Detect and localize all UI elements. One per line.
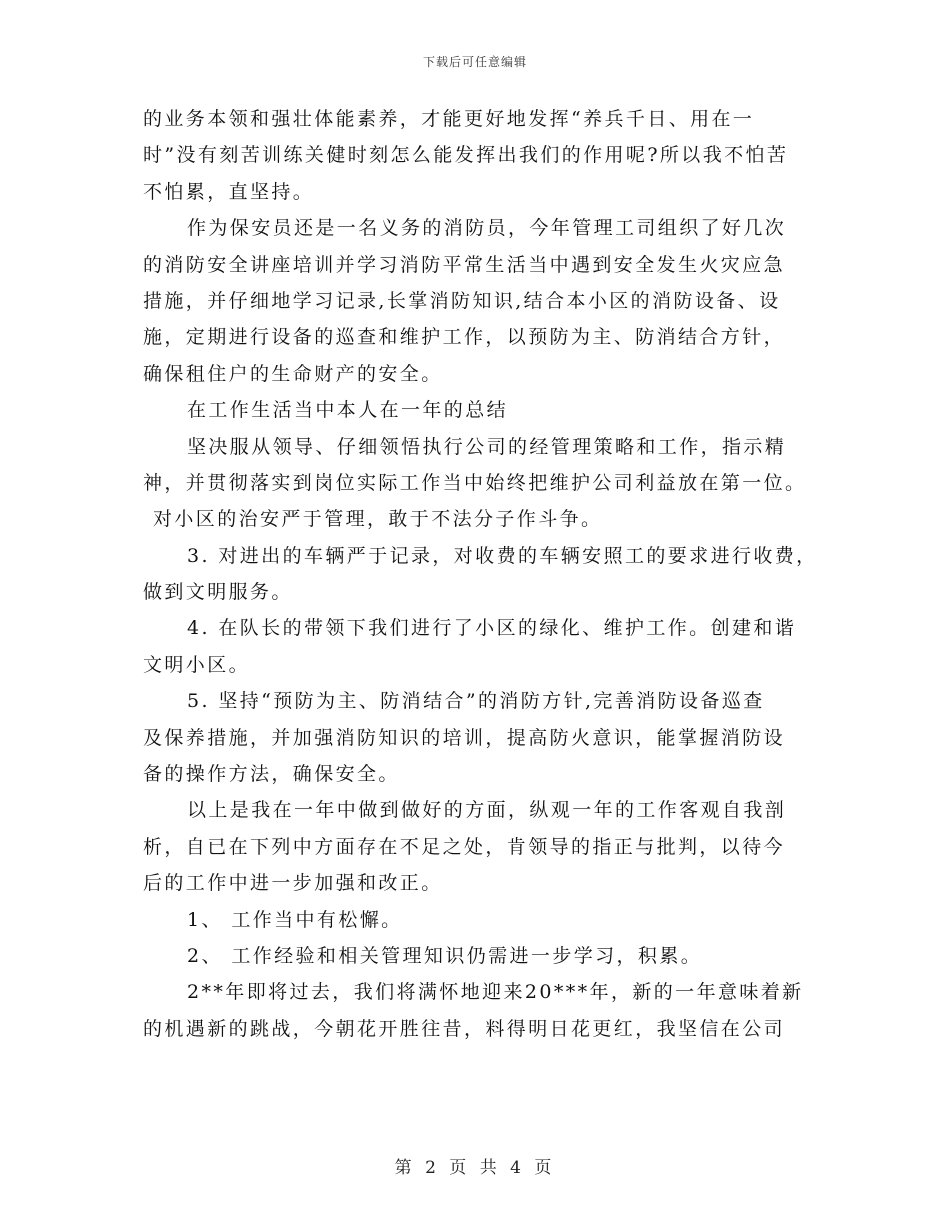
page-header: 下载后可任意编辑 [422,55,527,69]
text-line: 做到文明服务。 [143,581,293,604]
text-line: 2、 工作经验和相关管理知识仍需进一步学习，积累。 [187,944,703,967]
text-line: 神，并贯彻落实到岗位实际工作当中始终把维护公司利益放在第一位。 [143,471,807,494]
text-line: 的消防安全讲座培训并学习消防平常生活当中遇到安全发生火灾应急 [143,253,786,276]
text-line: 的业务本领和强壮体能素养，才能更好地发挥“养兵千日、用在一 [143,108,755,130]
text-line: 5. 坚持“预防为主、防消结合”的消防方针,完善消防设备巡查 [187,690,765,713]
text-line: 1、 工作当中有松懈。 [187,908,403,931]
text-line: 确保租住户的生命财产的安全。 [143,362,443,385]
text-line: 及保养措施，并加强消防知识的培训，提高防火意识，能掌握消防设 [143,726,786,749]
text-line: 析，自已在下列中方面存在不足之处，肯领导的指正与批判，以待今 [143,835,786,858]
text-line: 措施，并仔细地学习记录,长掌消防知识,结合本小区的消防设备、设 [143,289,781,312]
text-line: 施，定期进行设备的巡查和维护工作，以预防为主、防消结合方针， [143,326,786,349]
page-footer: 第 2 页 共 4 页 [394,1158,556,1178]
text-line: 作为保安员还是一名义务的消防员，今年管理工司组织了好几次 [187,217,787,240]
text-line: 在工作生活当中本人在一年的总结 [187,399,509,422]
text-line: 以上是我在一年中做到做好的方面，纵观一年的工作客观自我剖 [187,799,787,822]
text-line: 对小区的治安严于管理，敢于不法分子作斗争。 [153,508,603,531]
text-line: 坚决服从领导、仔细领悟执行公司的经管理策略和工作，指示精 [187,435,787,458]
document-body [143,101,823,1047]
text-line: 3. 对进出的车辆严于记录，对收费的车辆安照工的要求进行收费， [187,544,818,567]
text-line: 2**年即将过去，我们将满怀地迎来20***年，新的一年意味着新 [187,981,804,1004]
text-line: 的机遇新的跳战，今朝花开胜往昔，料得明日花更红，我坚信在公司 [143,1017,786,1040]
text-line: 备的操作方法，确保安全。 [143,763,400,786]
text-line: 后的工作中进一步加强和改正。 [143,872,443,895]
text-line: 不怕累，直坚持。 [143,180,315,203]
text-line: 4. 在队长的带领下我们进行了小区的绿化、维护工作。创建和谐 [187,617,797,640]
text-line: 时”没有刻苦训练关健时刻怎么能发挥出我们的作用呢?所以我不怕苦 [143,144,789,167]
text-line: 文明小区。 [143,653,251,676]
